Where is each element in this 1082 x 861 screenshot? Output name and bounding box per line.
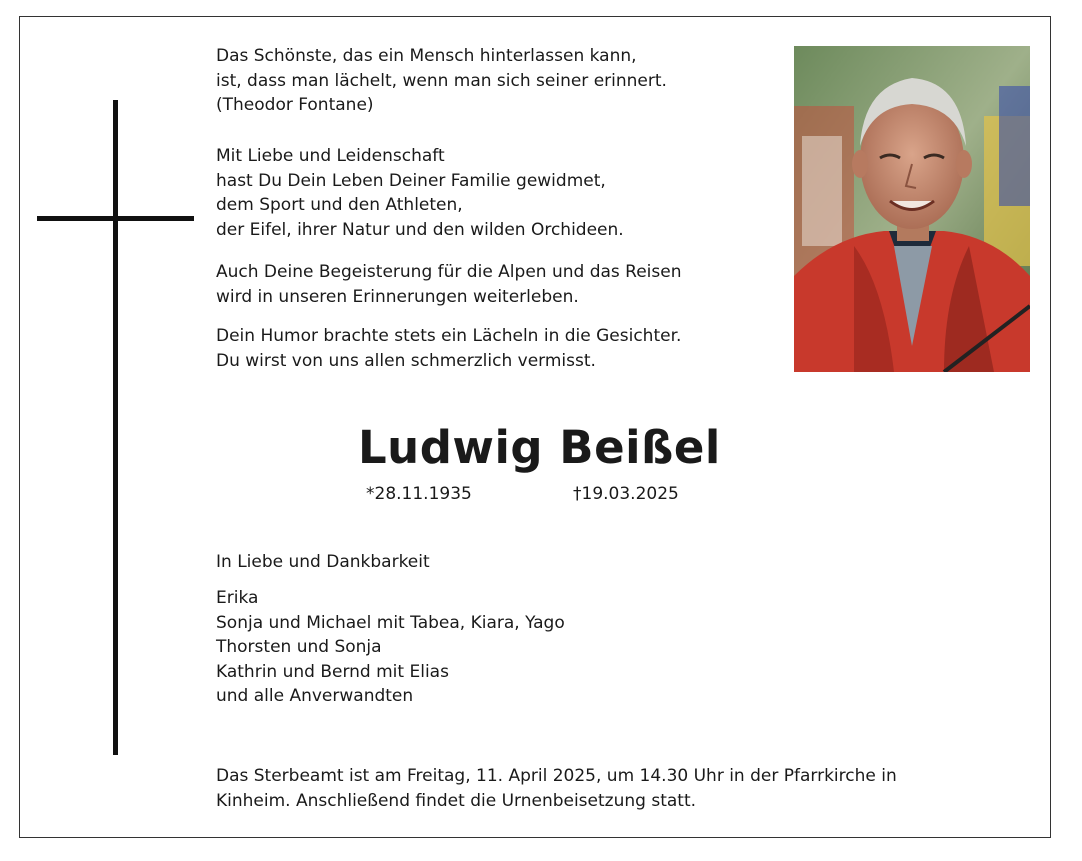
- cross-vertical-bar: [113, 100, 118, 755]
- quote-line: ist, dass man lächelt, wenn man sich seiner erinnert.: [216, 70, 667, 91]
- deceased-name: Ludwig Beißel: [358, 421, 721, 474]
- tribute-paragraph-1: [216, 144, 624, 242]
- birth-date: *28.11.1935: [366, 484, 472, 504]
- tribute-line: Mit Liebe und Leidenschaft: [216, 146, 445, 166]
- quote-author: (Theodor Fontane): [216, 95, 374, 115]
- mourner-name: und alle Anverwandten: [216, 686, 414, 706]
- quote-line: Das Schönste, das ein Mensch hinterlassen kann,: [216, 46, 637, 66]
- tribute-line: wird in unseren Erinnerungen weiterleben.: [216, 286, 579, 307]
- mourner-name: Erika: [216, 588, 259, 608]
- service-line: Kinheim. Anschließend findet die Urnenbeisetzung statt.: [216, 790, 697, 811]
- service-line: Das Sterbeamt ist am Freitag, 11. April 2025, um 14.30 Uhr in der Pfarrkirche in: [216, 766, 897, 786]
- mourners-intro: [216, 550, 430, 575]
- mourner-name: Kathrin und Bernd mit Elias: [216, 661, 449, 682]
- death-date: †19.03.2025: [573, 484, 679, 504]
- cross-horizontal-bar: [37, 216, 194, 221]
- mourner-name: Sonja und Michael mit Tabea, Kiara, Yago: [216, 612, 565, 633]
- tribute-line: dem Sport und den Athleten,: [216, 195, 463, 215]
- tribute-line: der Eifel, ihrer Natur und den wilden Orchideen.: [216, 219, 624, 240]
- mourner-name: Thorsten und Sonja: [216, 637, 382, 657]
- tribute-line: Dein Humor brachte stets ein Lächeln in die Gesichter.: [216, 326, 682, 346]
- fontane-quote: [216, 44, 667, 118]
- tribute-paragraph-3: [216, 324, 681, 373]
- tribute-line: Auch Deine Begeisterung für die Alpen und das Reisen: [216, 262, 682, 282]
- mourners-list: [216, 586, 565, 709]
- service-notice: [216, 764, 897, 813]
- tribute-line: Du wirst von uns allen schmerzlich vermisst.: [216, 350, 596, 371]
- portrait-illustration: [794, 46, 1030, 372]
- mourners-intro-text: In Liebe und Dankbarkeit: [216, 552, 430, 572]
- tribute-paragraph-2: [216, 260, 682, 309]
- tribute-line: hast Du Dein Leben Deiner Familie gewidmet,: [216, 170, 606, 191]
- portrait-photo: [794, 46, 1030, 372]
